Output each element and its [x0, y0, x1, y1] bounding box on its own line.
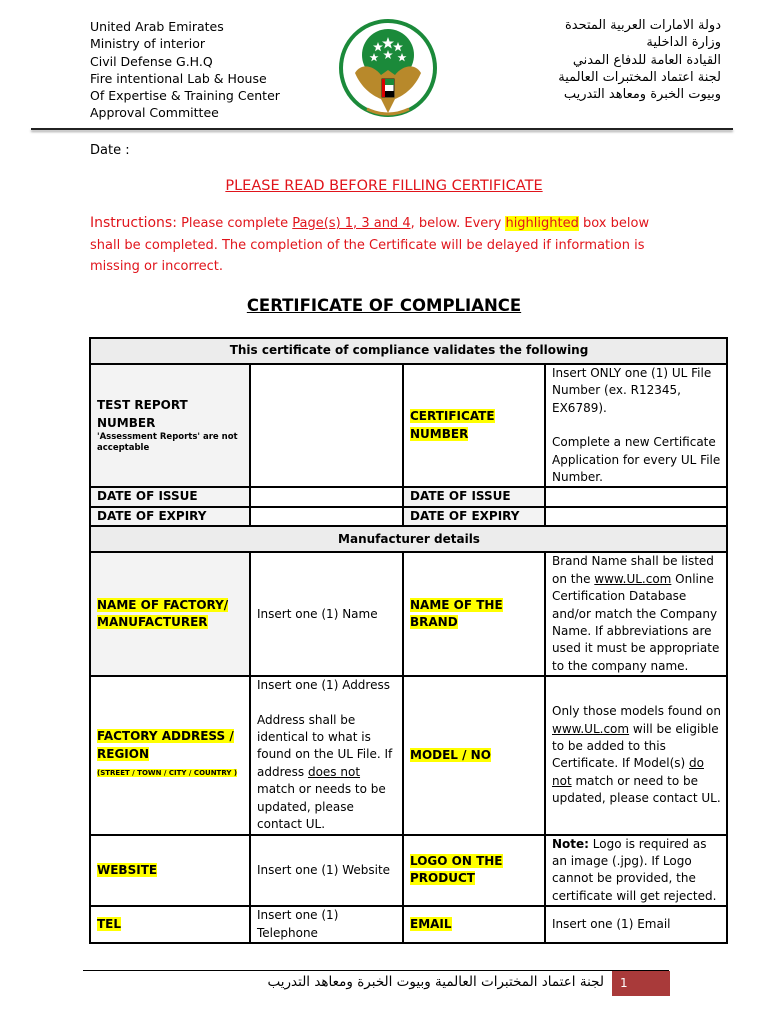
header-left-line: Ministry of interior: [90, 36, 205, 52]
test-report-field[interactable]: [250, 364, 403, 487]
logo-note-bold: Note:: [552, 836, 589, 851]
website-field[interactable]: Insert one (1) Website: [250, 835, 403, 907]
instructions-text: Please complete: [176, 216, 293, 231]
logo-note-cell[interactable]: [545, 835, 727, 907]
date-of-expiry-label: DATE OF EXPIRY: [90, 507, 250, 526]
model-label: MODEL / NO: [410, 747, 491, 762]
instructions-text: , below. Every: [410, 216, 506, 231]
test-report-label-cell: [90, 364, 250, 487]
date-of-issue-label: DATE OF ISSUE: [90, 487, 250, 506]
address-field[interactable]: [250, 676, 403, 834]
date-of-expiry-field[interactable]: [250, 507, 403, 526]
instructions-text: box below shall be completed. The completion of the Certificate will be delayed if information is missing or incorrect.: [90, 216, 650, 274]
model-note-emphasis: do not: [552, 756, 704, 788]
instructions-highlighted-word: highlighted: [505, 216, 579, 231]
logo-note: Logo is required as an image (.jpg). If Logo cannot be provided, the certificate will get rejected.: [552, 836, 717, 903]
brand-note: Brand Name shall be listed on the: [552, 554, 714, 586]
factory-label-cell: [90, 552, 250, 676]
address-value: Insert one (1) Address: [257, 678, 390, 693]
page-number: 1: [612, 971, 670, 996]
header-left-address: [90, 18, 280, 122]
header-divider: [31, 128, 733, 130]
email-label: EMAIL: [410, 916, 452, 931]
header-left-line: Approval Committee: [90, 105, 219, 121]
test-report-note: 'Assessment Reports' are not acceptable: [97, 432, 238, 454]
certificate-number-field[interactable]: [545, 364, 727, 487]
brand-note: Online Certification Database and/or match the Company Name. If abbreviations are used it must be appropriate to the company name.: [552, 571, 720, 673]
model-note: Only those models found on: [552, 704, 721, 719]
website-label: WEBSITE: [97, 862, 158, 877]
test-report-label: TEST REPORT NUMBER: [97, 398, 188, 430]
model-note-cell[interactable]: [545, 676, 727, 834]
instructions-paragraph: [90, 213, 680, 278]
address-note: match or needs to be updated, please contact UL.: [257, 782, 386, 832]
date-of-expiry-label-2: DATE OF EXPIRY: [403, 507, 545, 526]
certificate-number-label: CERTIFICATE NUMBER: [410, 409, 495, 441]
brand-label: NAME OF THE BRAND: [410, 597, 503, 630]
website-label-cell: [90, 835, 250, 907]
brand-label-cell: [403, 552, 545, 676]
email-label-cell: [403, 906, 545, 943]
header-right-line: القيادة العامة للدفاع المدني: [572, 52, 721, 68]
certificate-number-label-cell: [403, 364, 545, 487]
logo-label-cell: [403, 835, 545, 907]
address-note-emphasis: does not: [307, 764, 361, 779]
tel-label-cell: [90, 906, 250, 943]
header-right-address: [558, 17, 721, 103]
footer-committee-name: لجنة اعتماد المختبرات العالمية وبيوت الخبرة ومعاهد التدريب: [267, 974, 604, 990]
instructions-lead: Instructions:: [90, 215, 177, 231]
ul-link[interactable]: www.UL.com: [552, 721, 630, 736]
address-sublabel: (STREET / TOWN / CITY / COUNTRY ): [97, 769, 238, 778]
factory-name-field[interactable]: Insert one (1) Name: [250, 552, 403, 676]
certificate-number-note: Insert ONLY one (1) UL File Number (ex. R12345, EX6789).: [552, 366, 712, 415]
ul-link[interactable]: www.UL.com: [594, 571, 672, 586]
model-label-cell: [403, 676, 545, 834]
date-of-issue-label-2: DATE OF ISSUE: [403, 487, 545, 506]
header-left-line: United Arab Emirates: [90, 19, 224, 34]
certificate-title: CERTIFICATE OF COMPLIANCE: [246, 296, 522, 315]
address-label-cell: [90, 676, 250, 834]
model-note: will be eligible to be added to this Certificate. If Model(s): [552, 721, 719, 771]
notice-heading: PLEASE READ BEFORE FILLING CERTIFICATE: [225, 178, 543, 194]
telephone-field[interactable]: Insert one (1) Telephone: [250, 906, 403, 943]
header-right-line: دولة الامارات العربية المتحدة: [564, 18, 721, 33]
model-note: match or need to be updated, please contact UL.: [552, 773, 721, 806]
factory-label: NAME OF FACTORY/ MANUFACTURER: [97, 597, 229, 630]
header-left-line: Of Expertise & Training Center: [90, 88, 280, 104]
email-field[interactable]: Insert one (1) Email: [545, 906, 727, 943]
header-right-line: وزارة الداخلية: [646, 35, 721, 51]
section-title-manufacturer: Manufacturer details: [90, 526, 727, 552]
address-label: FACTORY ADDRESS / REGION: [97, 729, 234, 761]
header-left-line: Fire intentional Lab & House: [90, 70, 267, 86]
date-label: Date :: [90, 143, 130, 158]
instructions-pages: Page(s) 1, 3 and 4: [292, 216, 411, 231]
footer-divider: [83, 970, 669, 971]
uae-emblem-icon: [337, 15, 439, 125]
tel-label: TEL: [97, 916, 122, 931]
header-right-line: وبيوت الخبرة ومعاهد التدريب: [563, 87, 721, 103]
certificate-number-note: Complete a new Certificate Application for every UL File Number.: [552, 435, 721, 485]
header-left-line: Civil Defense G.H.Q: [90, 53, 213, 69]
date-of-expiry-field-2[interactable]: [545, 507, 727, 526]
certificate-table: [89, 337, 728, 944]
date-of-issue-field[interactable]: [250, 487, 403, 506]
address-note: Address shall be identical to what is found on the UL File. If address: [257, 712, 393, 779]
date-of-issue-field-2[interactable]: [545, 487, 727, 506]
brand-note-cell[interactable]: [545, 552, 727, 676]
logo-label: LOGO ON THE PRODUCT: [410, 853, 503, 886]
section-title-validation: This certificate of compliance validates the following: [90, 338, 727, 364]
header-right-line: لجنة اعتماد المختبرات العالمية: [558, 69, 721, 85]
